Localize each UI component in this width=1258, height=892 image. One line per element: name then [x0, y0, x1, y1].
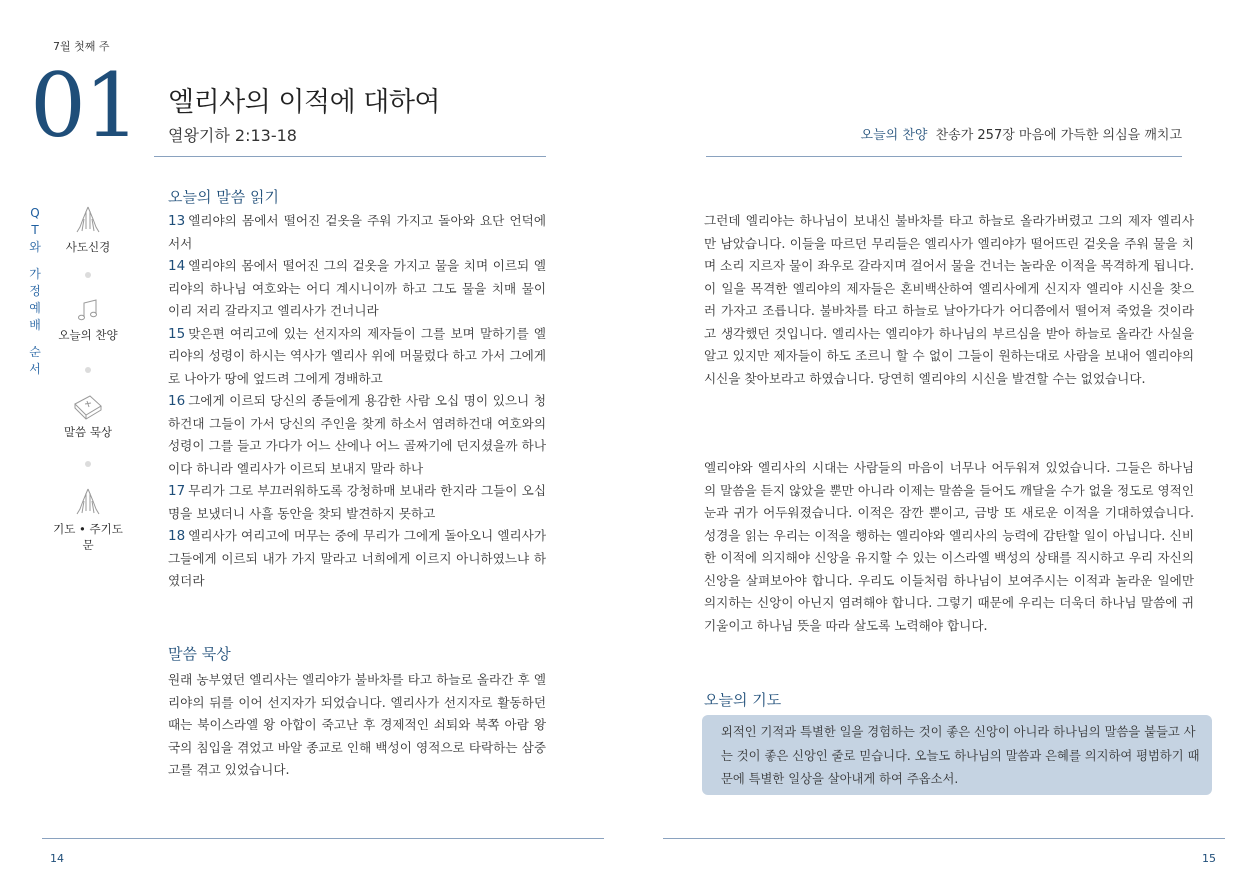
verse-text: 엘리사가 여리고에 머무는 중에 무리가 그에게 돌아오니 엘리사가 그들에게 이르되 내가 가지 말라고 너희에게 이르지 아니하였느냐 하였더라 [168, 528, 546, 588]
verse-number: 16 [168, 393, 186, 409]
week-label: 7월 첫째 주 [53, 40, 110, 53]
verse-text: 엘리야의 몸에서 떨어진 그의 겉옷을 가지고 물을 치며 이르되 엘리야의 하나님 여호와는 어디 계시니이까 하고 그도 물을 치매 물이 이리 저리 갈라지고 엘리사가 건너니라 [168, 258, 546, 318]
page-number-right: 15 [1202, 852, 1216, 865]
verse-text: 맞은편 여리고에 있는 선지자의 제자들이 그를 보며 말하기를 엘리야의 성령이 하시는 역사가 엘리사 위에 머물렀다 하고 가서 그에게로 나아가 땅에 엎드려 그에게 경배하고 [168, 325, 546, 386]
scripture-reference: 열왕기하 2:13-18 [168, 126, 297, 145]
header-rule-left [154, 156, 546, 157]
vertical-char: Q [30, 206, 40, 220]
meditation-paragraph-2: 그런데 엘리야는 하나님이 보내신 불바차를 타고 하늘로 올라가버렸고 그의 제자 엘리사만 남았습니다. 이들을 따르던 무리들은 엘리사가 엘리야가 떨어뜨린 겉옷을 주워 물을 치며 소리 지르자 물이 좌우로 갈라지며 걸어서 물을 건너는 놀라운 이적을 목격하게 됩니다. 이 일을 목격한 엘리야의 제자들은 혼비백산하여 엘리사에게 신지자 엘리야 시신을 찾으러 가자고 조릅니다. 불바차를 타고 하늘로 날아가다가 어디쯤에서 떨어져 죽었을 것이라고 생각했던 것입니다. 엘리사는 엘리야가 하나님의 부르심을 받아 하늘로 올라간 사실을 알고 있지만 제자들이 하도 조르니 할 수 없이 그들이 원하는대로 사람을 보내어 엘리야의 시신을 찾아보라고 하였습니다. 당연히 엘리야의 시신을 발견할 수는 없었습니다. [704, 213, 1195, 386]
header-rule-right [706, 156, 1182, 157]
praying-hands-icon [74, 205, 102, 235]
step-todays-hymn [48, 297, 128, 343]
vertical-char: 와 [29, 240, 41, 254]
reading-heading: 오늘의 말씀 읽기 [168, 188, 279, 206]
prayer-heading: 오늘의 기도 [704, 691, 782, 709]
todays-hymn [861, 124, 1182, 143]
verse-number: 17 [168, 483, 186, 499]
step-label: 사도신경 [65, 240, 111, 254]
hymn-text: 찬송가 257장 마음에 가득한 의심을 깨치고 [935, 128, 1182, 143]
lesson-number: 01 [30, 54, 138, 157]
verse-number: 18 [168, 528, 186, 544]
step-dot [85, 367, 91, 373]
verse-text: 엘리야의 몸에서 떨어진 겉옷을 주워 가지고 돌아와 요단 언덕에 서서 [168, 213, 546, 251]
hymn-label: 오늘의 찬양 [860, 128, 928, 143]
bible-icon [72, 392, 104, 420]
vertical-char: 정 [29, 284, 41, 298]
vertical-title [28, 205, 42, 378]
page-title: 엘리사의 이적에 대하여 [168, 87, 440, 118]
footer-rule-left [42, 838, 604, 839]
verse-number: 13 [168, 213, 186, 229]
prayer-box: 외적인 기적과 특별한 일을 경험하는 것이 좋은 신앙이 아니라 하나님의 말씀을 붙들고 사는 것이 좋은 신앙인 줄로 믿습니다. 오늘도 하나님의 말씀과 은혜를 의지하여 평범하기 때문에 특별한 일상을 살아내게 하여 주옵소서. [702, 715, 1212, 795]
vertical-char: 예 [29, 301, 41, 315]
page-number-left: 14 [50, 852, 64, 865]
verse-number: 14 [168, 258, 186, 274]
vertical-char: 가 [29, 267, 41, 281]
verse-text: 무리가 그로 부끄러워하도록 강청하매 보내라 한지라 그들이 오십 명을 보냈더니 사흘 동안을 찾되 발견하지 못하고 [168, 483, 546, 521]
music-note-icon [75, 297, 101, 323]
verse-number: 15 [168, 325, 186, 342]
vertical-char: 배 [29, 318, 41, 332]
step-label: 오늘의 찬양 [58, 328, 118, 342]
vertical-char: 서 [29, 362, 41, 376]
step-apostles-creed [48, 205, 128, 255]
meditation-paragraph-3: 엘리야와 엘리사의 시대는 사람들의 마음이 너무나 어두워져 있었습니다. 그들은 하나님의 말씀을 듣지 않았을 뿐만 아니라 이제는 말씀을 들어도 깨달을 수가 없을 정도로 영적인 눈과 귀가 어두워졌습니다. 이적은 잠깐 뿐이고, 금방 또 새로운 이적을 기대하였습니다. 성경을 읽는 우리는 이적을 행하는 엘리야와 엘리사의 능력에 감탄할 일이 아닙니다. 신비한 이적에 의지해야 신앙을 유지할 수 있는 이스라엘 백성의 상태를 직시하고 우리 자신의 신앙을 살펴보아야 합니다. 우리도 이들처럼 하나님이 보여주시는 이적과 놀라운 일에만 의지하는 신앙이 아닌지 염려해야 합니다. 그렇기 때문에 우리는 더욱더 하나님 말씀에 귀 기울이고 하나님 뜻을 따라 살도록 노력해야 합니다. [704, 460, 1195, 633]
meditation-heading: 말씀 묵상 [168, 645, 231, 663]
vertical-char: 순 [29, 345, 41, 359]
meditation-paragraph-1: 원래 농부였던 엘리사는 엘리야가 불바차를 타고 하늘로 올라간 후 엘리야의 뒤를 이어 선지자가 되었습니다. 엘리사가 선지자로 활동하던 때는 북이스라엘 왕 아합이 죽고난 후 경제적인 쇠퇴와 북쪽 아람 왕국의 침입을 겪었고 바알 종교로 인해 백성이 영적으로 타락하는 삼중고를 겪고 있었습니다. [168, 672, 546, 777]
step-label: 말씀 묵상 [63, 425, 113, 439]
step-prayer [48, 487, 128, 553]
scripture-text [168, 210, 546, 593]
step-meditation [48, 392, 128, 440]
footer-rule-right [663, 838, 1225, 839]
step-label: 기도 • 주기도문 [53, 522, 123, 552]
step-dot [85, 461, 91, 467]
praying-hands-icon [74, 487, 102, 517]
vertical-char: T [31, 223, 39, 237]
step-dot [85, 272, 91, 278]
verse-text: 그에게 이르되 당신의 종들에게 용감한 사람 오십 명이 있으니 청하건대 그들이 가서 당신의 주인을 찾게 하소서 염려하건대 여호와의 성령이 그를 들고 가다가 어느 산에나 어느 골짜기에 던지셨을까 하나이다 하니라 엘리사가 이르되 보내지 말라 하나 [168, 393, 546, 476]
